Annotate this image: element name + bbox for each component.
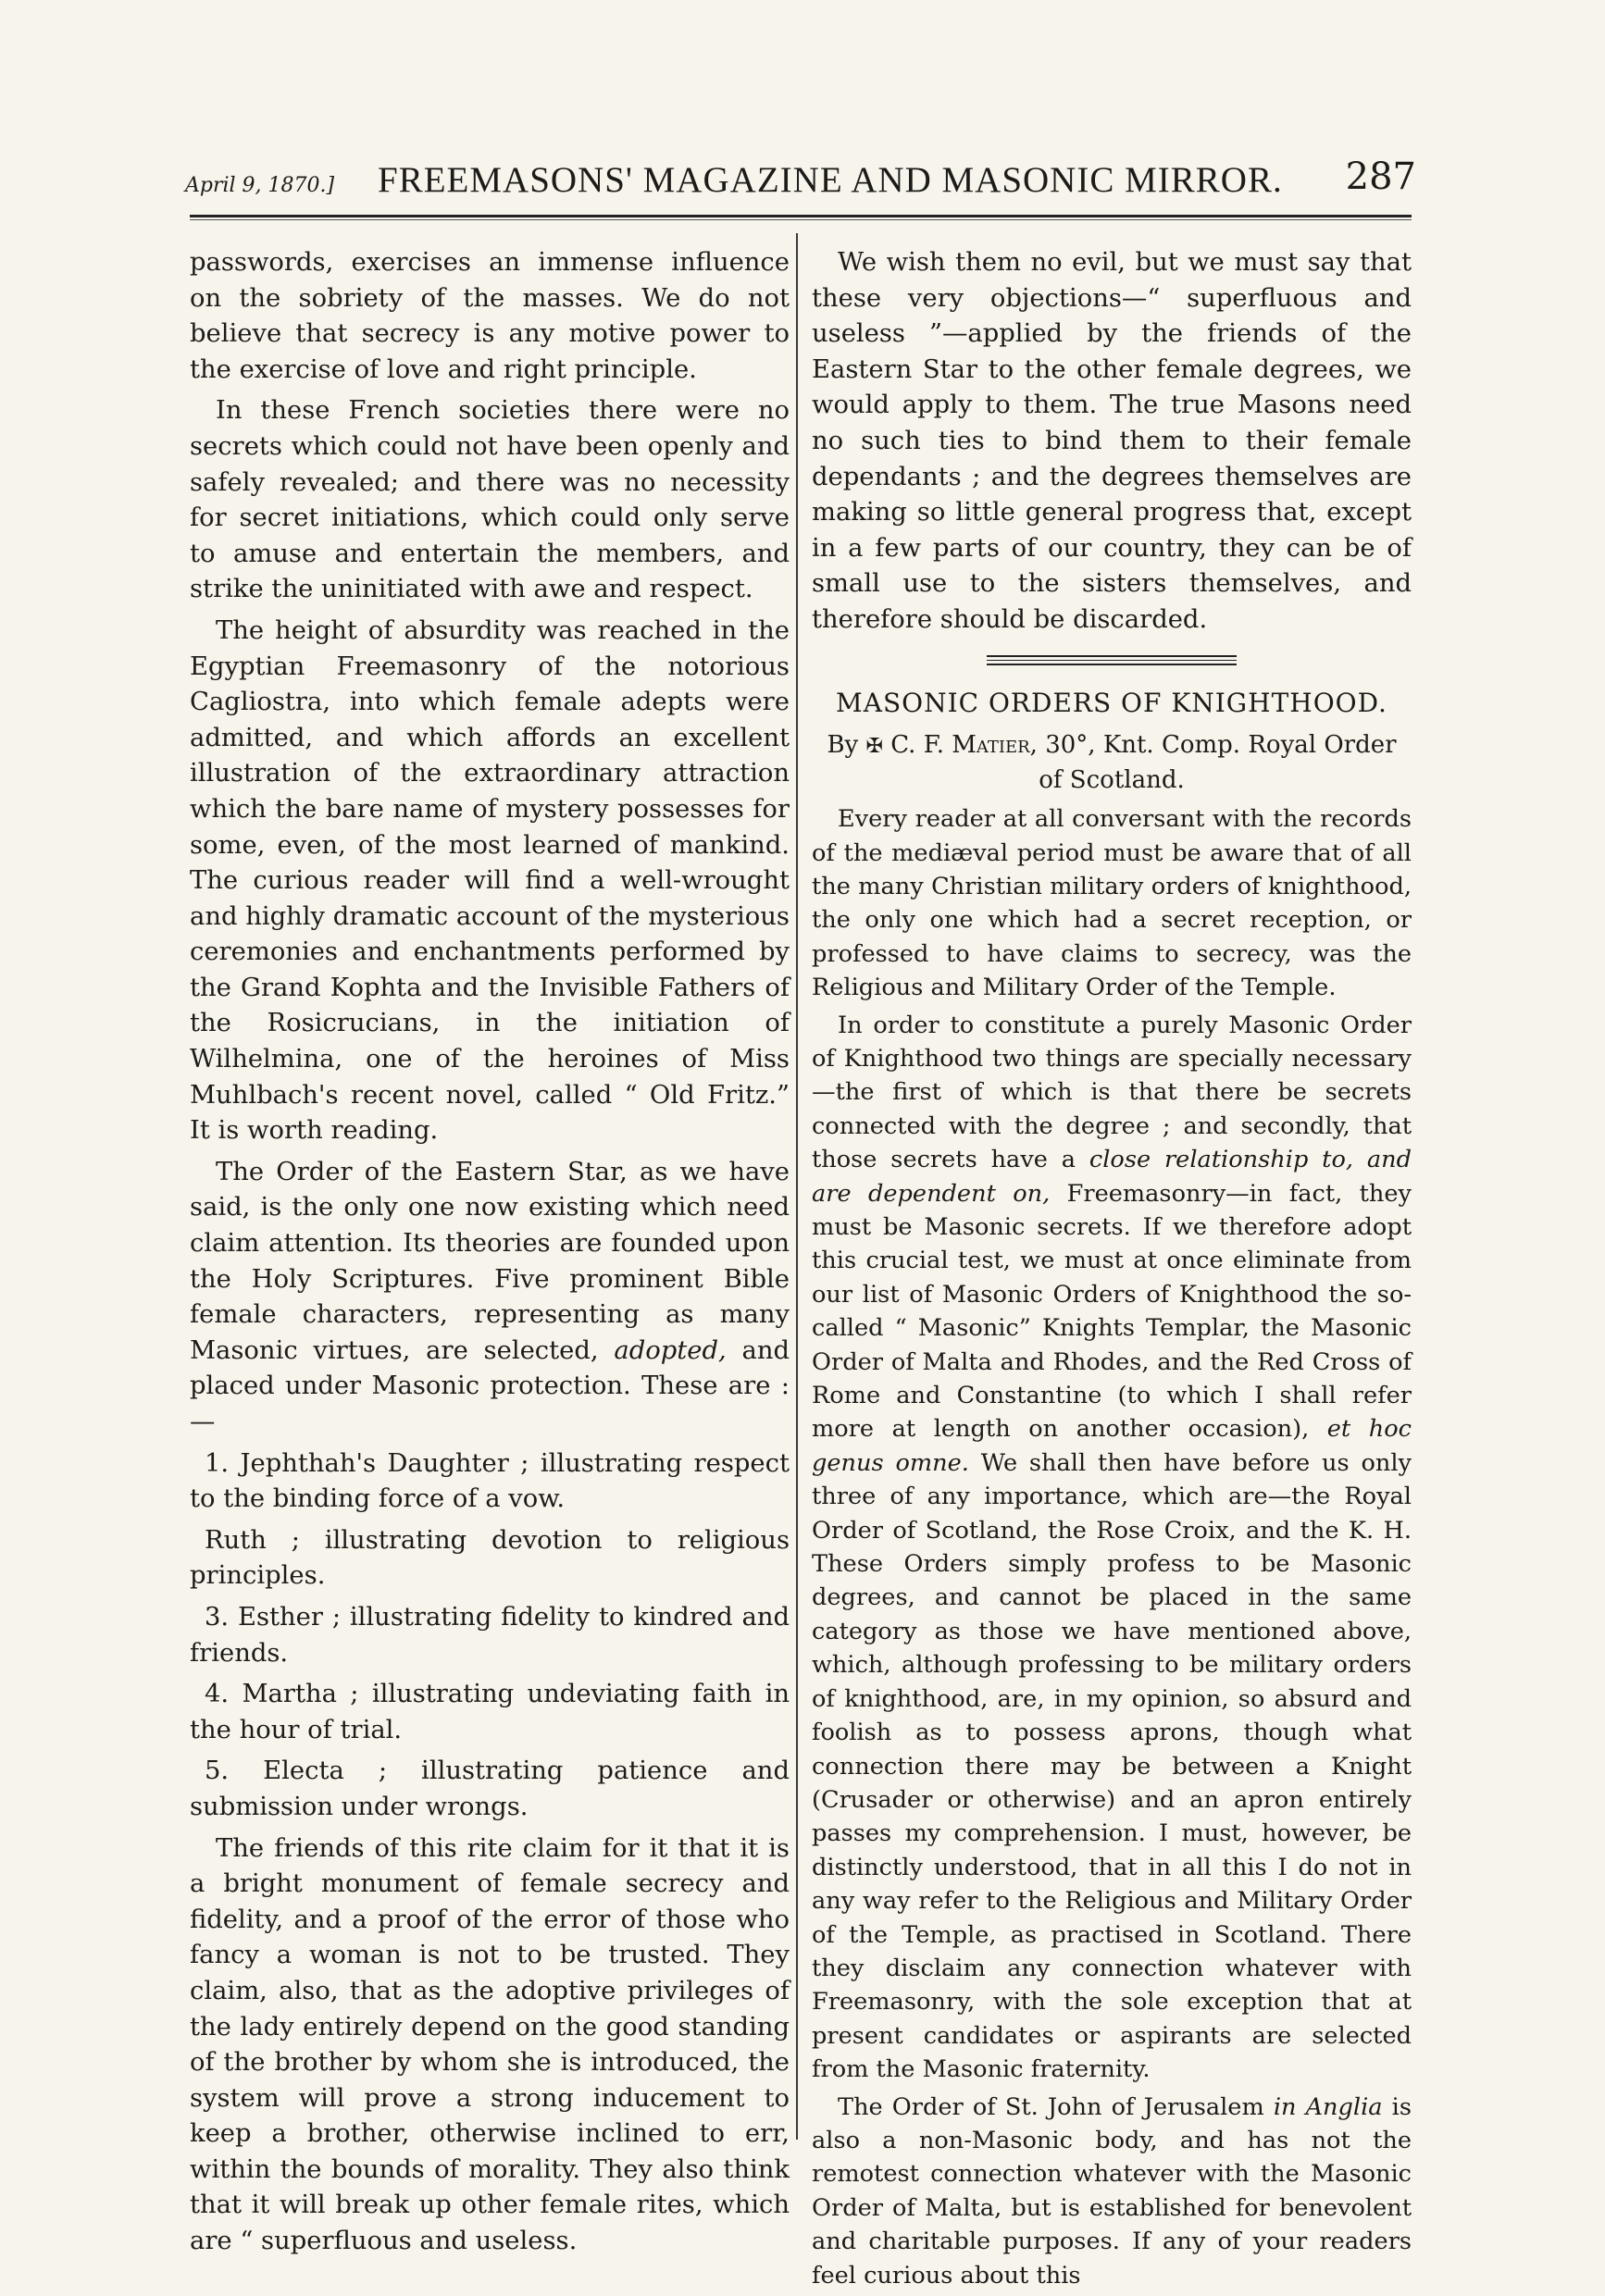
left-column (190, 245, 790, 2265)
cross-icon: ✠ (865, 735, 883, 759)
paragraph: Every reader at all conversant with the records of the mediæval period must be aware that of all the many Christian military orders of knighthood, the only one which had a secret reception, or professed to have claims to secrecy, was the Religious and Military Order of the Temple. (812, 805, 1412, 1002)
emphasis: adopted, (614, 1335, 727, 1365)
article-title: MASONIC ORDERS OF KNIGHTHOOD. (836, 687, 1387, 718)
paragraph: In these French societies there were no secrets which could not have been openly and safely revealed; and there was no necessity for secret initiations, which could only serve to amuse and entertain the members, and strike the uninitiated with awe and respect. (190, 396, 790, 604)
section-divider (987, 664, 1237, 665)
text-run: In order to constitute a purely Masonic Order of Knighthood two things are specially necessary—the first of which is that there be secrets connected with the degree ; and secondly, that those secrets have a (812, 1011, 1412, 1174)
byline-by: By (827, 731, 859, 760)
paragraph: passwords, exercises an immense influence on the sobriety of the masses. We do not believe that secrecy is any motive power to the exercise of love and right principle. (190, 248, 790, 384)
masthead-title: FREEMASONS' MAGAZINE AND MASONIC MIRROR. (378, 160, 1283, 200)
list-item: 1. Jephthah's Daughter ; illustrating respect to the binding force of a vow. (190, 1448, 790, 1514)
emphasis: et hoc genus omne. (812, 1415, 1412, 1477)
text-run: The Order of St. John of Jerusalem (838, 2092, 1274, 2121)
list-item: 3. Esther ; illustrating fidelity to kindred and friends. (190, 1602, 790, 1668)
header-rule-thin (190, 219, 1412, 220)
author-rank: 30°, Knt. Comp. Royal Order of Scotland. (1039, 731, 1397, 795)
text-run: Freemasonry—in fact, they must be Masonic secrets. If we therefore adopt this crucial test, we must at once eliminate from our list of Masonic Orders of Knighthood the so-called “ Masonic” Knights Templar, the Masonic Order of Malta and Rhodes, and the Red Cross of Rome and Constantine (to which I shall refer more at length on another occasion), (812, 1179, 1412, 1444)
running-head (185, 155, 1416, 211)
paragraph (190, 1155, 790, 1441)
emphasis: in Anglia (1273, 2092, 1383, 2121)
paragraph: The height of absurdity was reached in the Egyptian Freemasonry of the notorious Cagliostra, into which female adepts were admitted, and which affords an excellent illustration of the extraordinary attraction which the bare name of mystery possesses for some, even, of the most learned of mankind. The curious reader will find a well-wrought and highly dramatic account of the mysterious ceremonies and enchantments performed by the Grand Kophta and the Invisible Fathers of the Rosicrucians, in the initiation of Wilhelmina, one of the heroines of Miss Muhlbach's recent novel, called “ Old Fritz.” It is worth reading. (190, 615, 790, 1146)
text-run: is also a non-Masonic body, and has not the remotest connection whatever with the Masonic Order of Malta, but is established for benevolent and charitable purposes. If any of your readers feel curious about this (812, 2092, 1412, 2290)
section-divider (987, 660, 1237, 661)
emphasis: close relationship to, and are dependent on, (812, 1146, 1412, 1208)
text-run: The Order of the Eastern Star, as we have said, is the only one now existing which need claim attention. Its theories are founded upon the Holy Scriptures. Five prominent Bible female characters, representing as many Masonic virtues, are selected, (190, 1157, 790, 1365)
issue-date: April 9, 1870.] (185, 174, 335, 197)
article-body (812, 802, 1412, 2292)
page-number: 287 (1345, 155, 1416, 198)
paragraph (812, 2091, 1412, 2292)
byline (812, 728, 1412, 797)
author-name: C. F. Matier, (890, 731, 1038, 760)
list-item: Ruth ; illustrating devotion to religious principles. (190, 1525, 790, 1591)
text-run: We shall then have before us only three of any importance, which are—the Royal Order of Scotland, the Rose Croix, and the K. H. These Orders simply profess to be Masonic degrees, and cannot be placed in the same category as those we have mentioned above, which, although professing to be military orders of knighthood, are, in my opinion, so absurd and foolish as to possess aprons, though what connection there may be between a Knight (Crusader or otherwise) and an apron entirely passes my comprehension. I must, however, be distinctly understood, that in all this I do not in any way refer to the Religious and Military Order of the Temple, as practised in Scotland. There they disclaim any connection whatever with Freemasonry, with the sole exception that at present candidates or aspirants are selected from the Masonic fraternity. (812, 1448, 1412, 2084)
paragraph: The friends of this rite claim for it that it is a bright monument of female secrecy and fidelity, and a proof of the error of those who fancy a woman is not to be trusted. They claim, also, that as the adoptive privileges of the lady entirely depend on the good standing of the brother by whom she is introduced, the system will prove a strong inducement to keep a brother, otherwise inclined to err, within the bounds of morality. They also think that it will break up other female rites, which are “ superfluous and useless. (190, 1833, 790, 2256)
paragraph (812, 1009, 1412, 2087)
list-item: 4. Martha ; illustrating undeviating faith in the hour of trial. (190, 1680, 790, 1744)
paragraph: We wish them no evil, but we must say that these very objections—“ superfluous and useless ”—applied by the friends of the Eastern Star to the other female degrees, we would apply to them. The true Masons need no such ties to bind them to their female dependants ; and the degrees themselves are making so little general progress that, except in a few parts of our country, they can be of small use to the sisters themselves, and therefore should be discarded. (812, 248, 1412, 634)
column-divider (796, 233, 798, 2140)
header-rule (190, 215, 1412, 217)
list-item: 5. Electa ; illustrating patience and submission under wrongs. (190, 1756, 790, 1821)
section-divider (987, 655, 1237, 657)
text-run: and placed under Masonic protection. These are :— (190, 1335, 790, 1436)
right-column (812, 245, 1412, 2296)
